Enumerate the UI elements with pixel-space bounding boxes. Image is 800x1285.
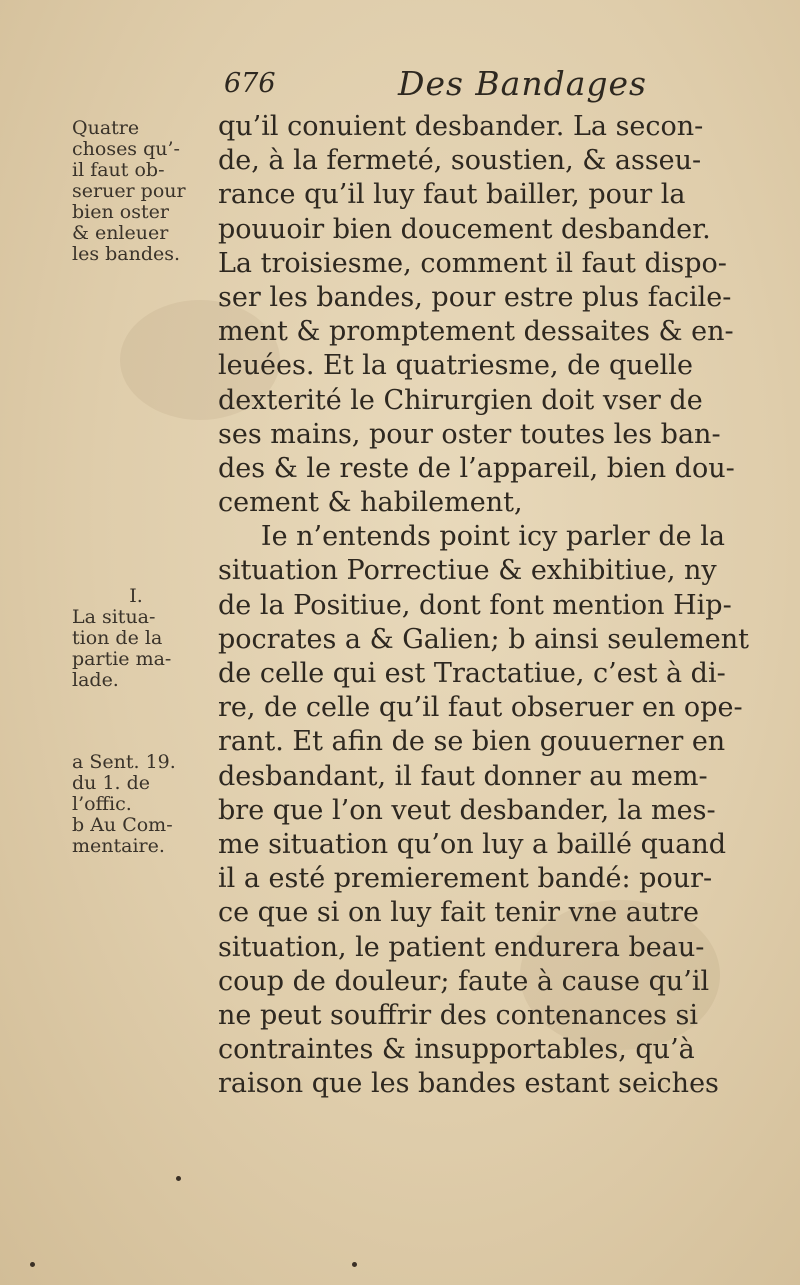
text-line: bre que l’on veut desbander, la mes- [218, 794, 716, 826]
text-line: pocrates a & Galien; b ainsi seulement [218, 623, 749, 655]
margin-note-line: du 1. de [72, 772, 151, 794]
margin-note-situation [72, 586, 171, 691]
page-number: 676 [224, 68, 276, 99]
text-line: pouuoir bien doucement desbander. [218, 213, 711, 245]
ink-speck [30, 1262, 35, 1267]
running-title: Des Bandages [398, 64, 647, 103]
margin-note-line: tion de la [72, 627, 163, 649]
margin-note-line: choses qu’- [72, 138, 180, 160]
ink-speck [352, 1262, 357, 1267]
text-line: leuées. Et la quatriesme, de quelle [218, 350, 693, 382]
text-line: me situation qu’on luy a baillé quand [218, 828, 727, 860]
margin-note-quatre-choses [72, 118, 186, 265]
text-line: ser les bandes, pour estre plus facile- [218, 281, 732, 313]
page-header [224, 64, 684, 112]
text-line: de celle qui est Tractatiue, c’est à di- [218, 658, 726, 689]
margin-note-line: partie ma- [72, 648, 172, 670]
text-line: Ie n’entends point icy parler de la [218, 521, 725, 553]
margin-note-line: seruer pour [72, 180, 186, 202]
text-line: situation Porrectiue & exhibitiue, ny [218, 555, 717, 587]
text-line: rant. Et afin de se bien gouuerner en [218, 726, 726, 758]
text-line: de la Positiue, dont font mention Hip- [218, 589, 732, 621]
margin-note-line: mentaire. [72, 835, 165, 857]
text-line: contraintes & insupportables, qu’à [218, 1034, 695, 1066]
text-line: re, de celle qu’il faut obseruer en ope- [218, 692, 743, 724]
text-line: desbandant, il faut donner au mem- [218, 760, 708, 792]
text-line: dexterité le Chirurgien doit vser de [218, 384, 703, 416]
margin-note-line: l’offic. [72, 793, 132, 815]
text-line: raison que les bandes estant seiches [218, 1068, 719, 1100]
margin-note-line: b Au Com- [72, 814, 173, 836]
text-line: coup de douleur; faute à cause qu’il [218, 965, 710, 997]
margin-note-line: Quatre [72, 117, 140, 139]
margin-note-line: lade. [72, 669, 119, 691]
text-line: situation, le patient endurera beau- [218, 931, 705, 963]
ink-speck [176, 1176, 181, 1181]
main-text [218, 110, 778, 1101]
text-line: ment & promptement dessaites & en- [218, 316, 734, 348]
text-line: il a esté premierement bandé: pour- [218, 863, 713, 895]
text-line: de, à la fermeté, soustien, & asseu- [218, 145, 702, 177]
text-line: qu’il conuient desbander. La secon- [218, 111, 704, 142]
margin-note-line: La situa- [72, 606, 156, 628]
margin-note-line: bien oster [72, 201, 169, 223]
text-line: cement & habilement, [218, 487, 523, 519]
text-line: La troisiesme, comment il faut dispo- [218, 247, 727, 279]
text-line: ne peut souffrir des contenances si [218, 999, 698, 1031]
margin-note-line: & enleuer [72, 222, 169, 244]
margin-note-line: a Sent. 19. [72, 751, 176, 773]
margin-note-number: I. [129, 585, 143, 607]
text-line: des & le reste de l’appareil, bien dou- [218, 452, 735, 484]
text-line: ce que si on luy fait tenir vne autre [218, 897, 700, 929]
margin-note-references [72, 752, 176, 857]
margin-note-line: il faut ob- [72, 159, 165, 181]
text-line: rance qu’il luy faut bailler, pour la [218, 179, 686, 211]
text-line: ses mains, pour oster toutes les ban- [218, 418, 721, 450]
margin-note-line: les bandes. [72, 243, 181, 265]
